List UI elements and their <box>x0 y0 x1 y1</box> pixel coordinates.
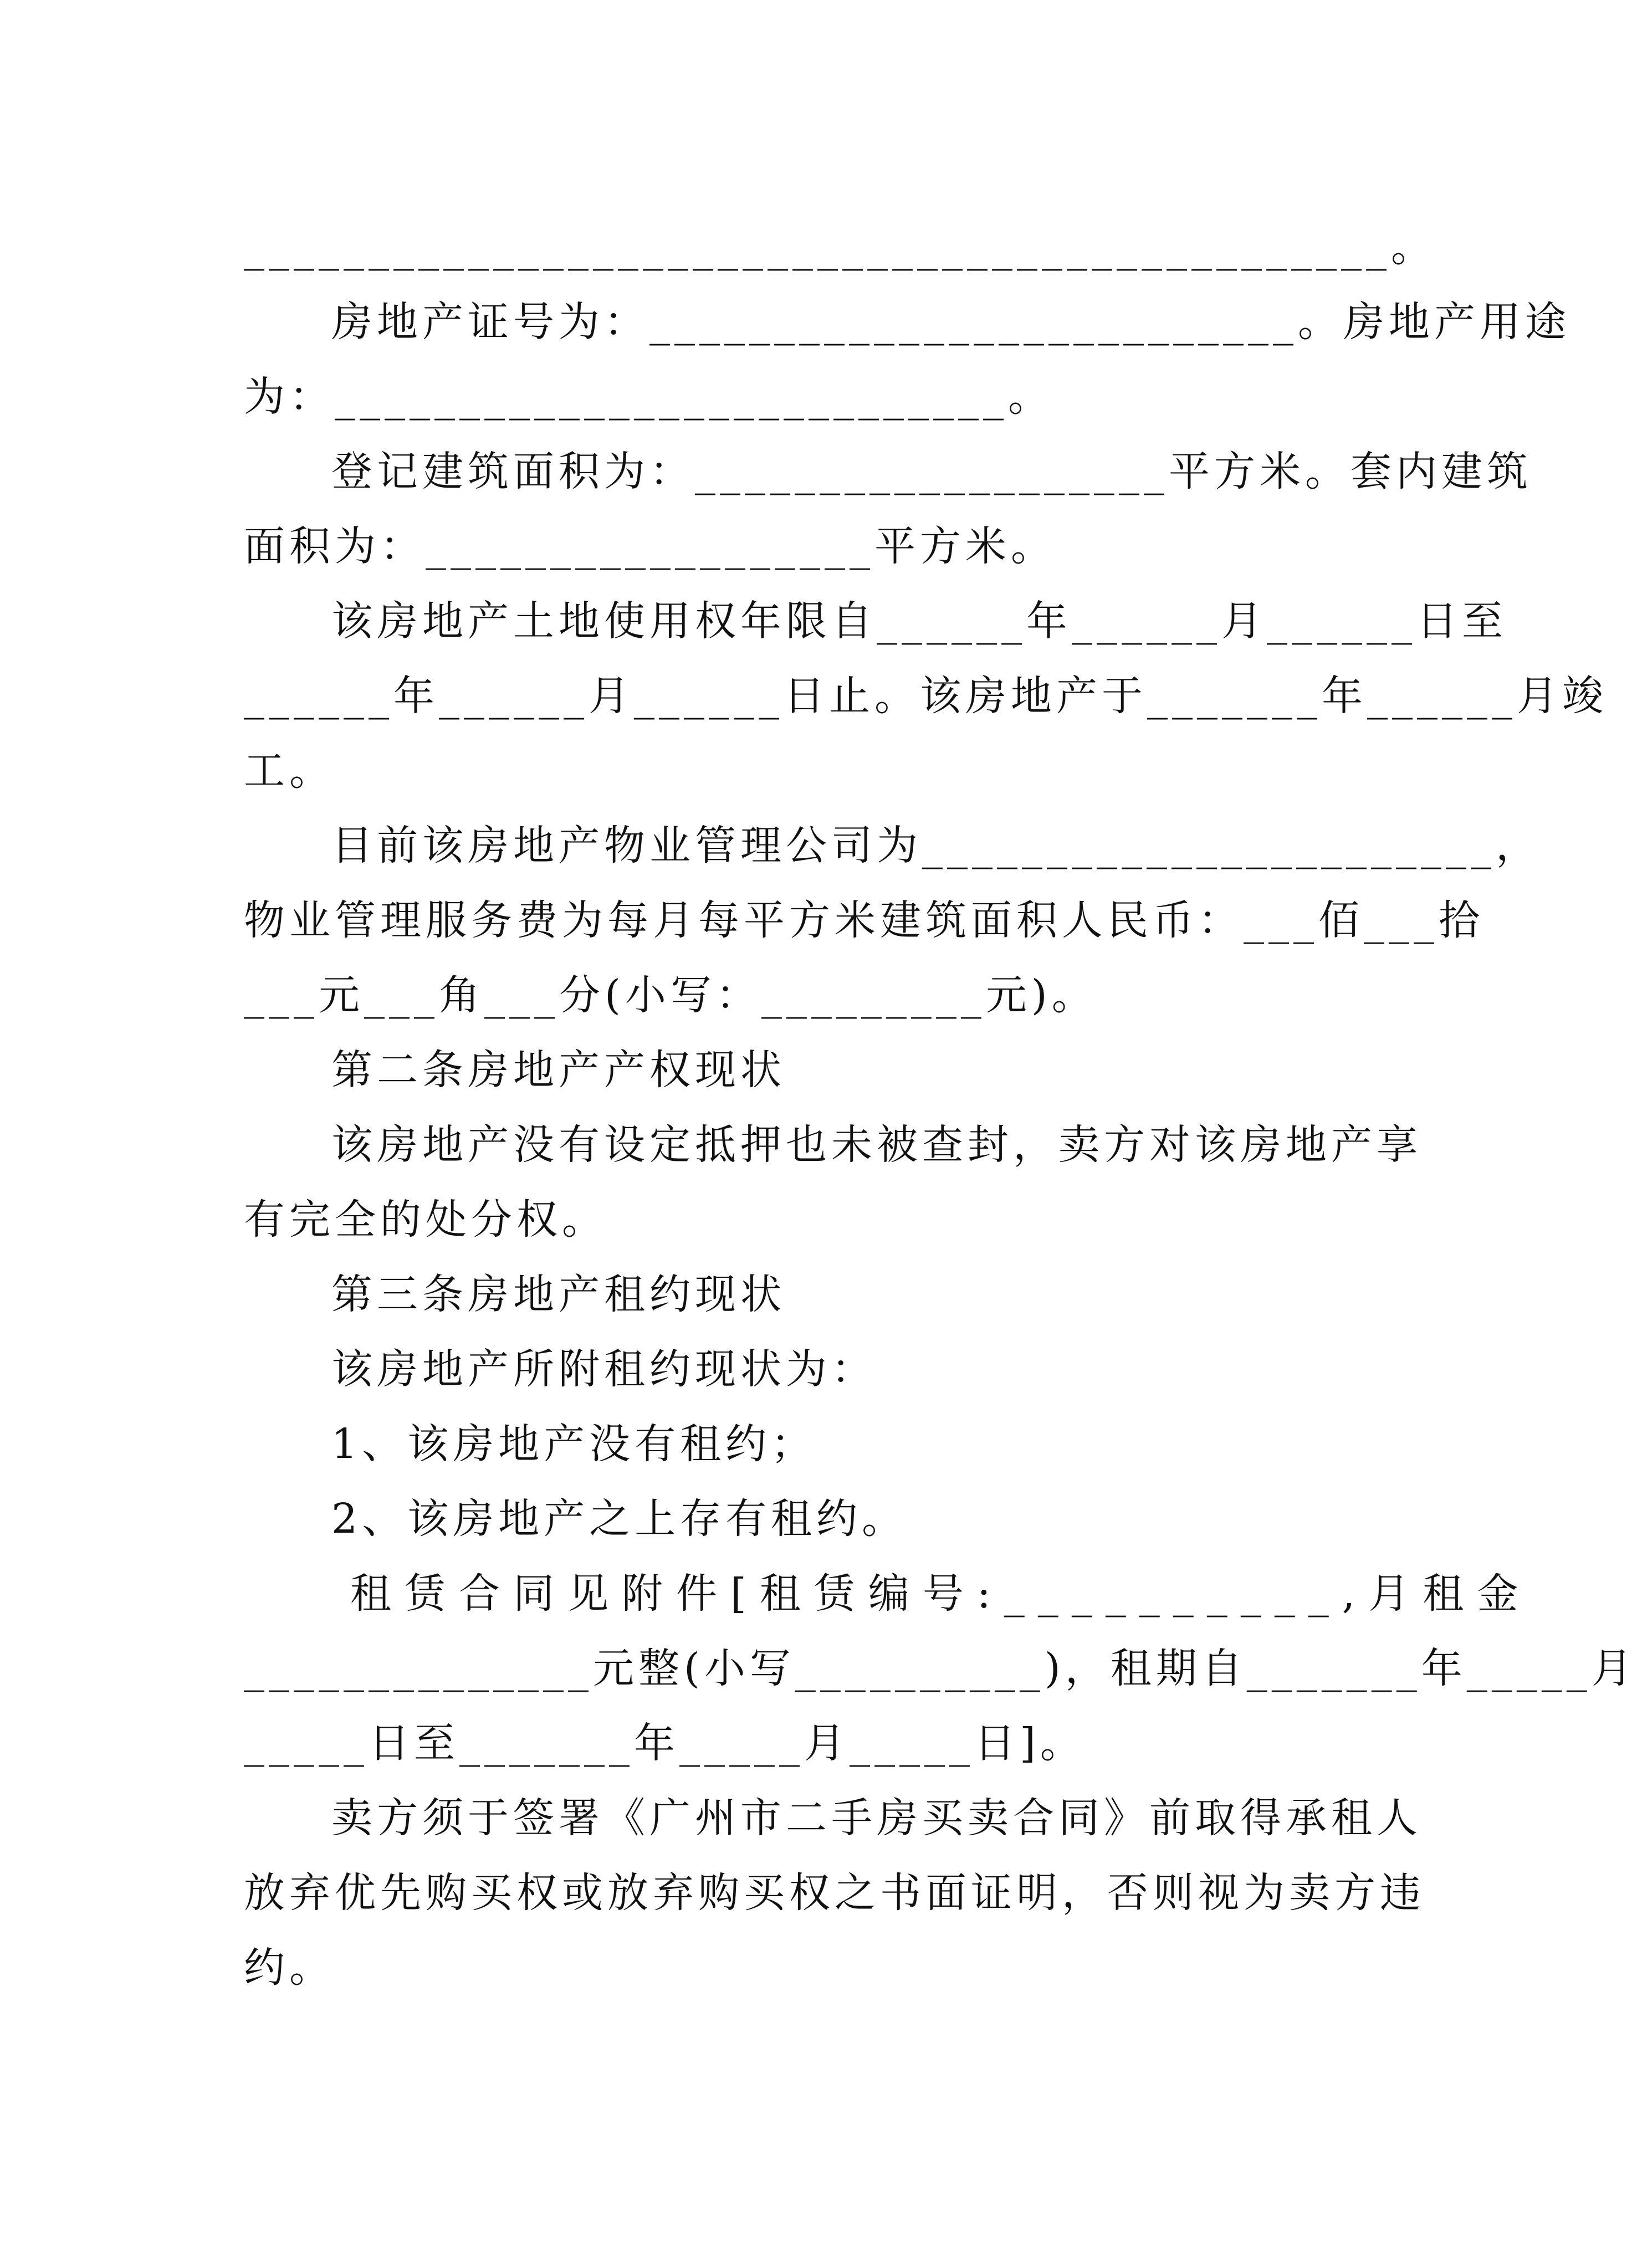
section-heading-2: 第二条房地产产权现状 <box>331 1046 786 1094</box>
text-line-8: 工。 <box>244 747 335 795</box>
list-item-1: 1、该房地产没有租约； <box>331 1420 817 1468</box>
list-item-2: 2、该房地产之上存有租约。 <box>331 1495 908 1543</box>
text-line-4: 登记建筑面积为：___________________平方米。套内建筑 <box>331 448 1532 495</box>
text-line-22: 卖方须于签署《广州市二手房买卖合同》前取得承租人 <box>331 1794 1422 1842</box>
text-line-10: 物业管理服务费为每月每平方米建筑面积人民币：___佰___拾 <box>244 897 1484 944</box>
text-line-19: 租赁合同见附件[租赁编号:__________,月租金 <box>350 1570 1532 1617</box>
text-line-13: 该房地产没有设定抵押也未被查封，卖方对该房地产享 <box>331 1121 1422 1169</box>
text-line-5: 面积为：__________________平方米。 <box>244 523 1056 570</box>
text-line-9: 目前该房地产物业管理公司为_______________________， <box>331 822 1541 869</box>
text-line-21: _____日至_______年_____月_____日]。 <box>244 1719 1086 1767</box>
section-heading-3: 第三条房地产租约现状 <box>331 1271 786 1318</box>
text-line-1: ______________________________________________。 <box>244 223 1436 271</box>
text-line-2: 房地产证号为：__________________________。房地产用途 <box>331 298 1571 346</box>
text-line-6: 该房地产土地使用权年限自______年______月______日至 <box>331 597 1507 645</box>
text-line-23: 放弃优先购买权或放弃购买权之书面证明，否则视为卖方违 <box>244 1869 1425 1917</box>
text-line-11: ___元___角___分(小写：_________元)。 <box>244 971 1097 1019</box>
text-line-16: 该房地产所附租约现状为： <box>331 1345 877 1393</box>
text-line-7: ______年______月______日止。该房地产于_______年______月竣 <box>244 672 1608 720</box>
text-line-3: 为：___________________________。 <box>244 373 1053 421</box>
text-line-20: ______________元整(小写__________)，租期自_______年_____月 <box>244 1645 1637 1692</box>
text-line-14: 有完全的处分权。 <box>244 1196 607 1243</box>
text-line-24: 约。 <box>244 1944 335 1991</box>
